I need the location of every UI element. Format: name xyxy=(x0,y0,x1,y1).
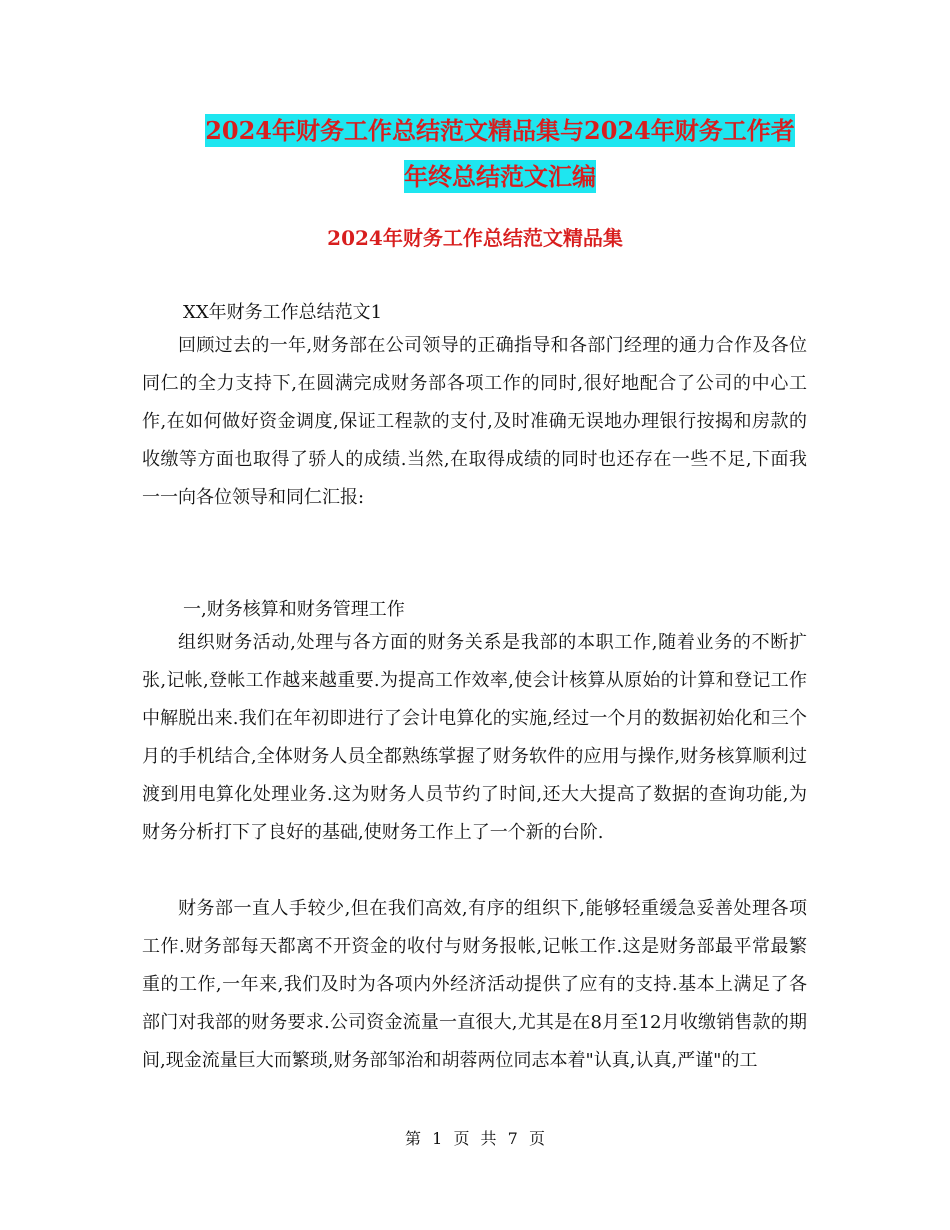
section-title: 2024年财务工作总结范文精品集 xyxy=(327,226,623,250)
paragraph-2: 组织财务活动,处理与各方面的财务关系是我部的本职工作,随着业务的不断扩张,记帐,登帐工作越来越重要.为提高工作效率,使会计核算从原始的计算和登记工作中解脱出来.我们在年初即进行了会计电算化的实施,经过一个月的数据初始化和三个月的手机结合,全体财务人员全都熟练掌握了财务软件的应用与操作,财务核算顺利过渡到用电算化处理业务.这为财务人员节约了时间,还大大提高了数据的查询功能,为财务分析打下了良好的基础,使财务工作上了一个新的台阶. xyxy=(142,632,807,843)
footer-total-number: 7 xyxy=(507,1129,518,1148)
title-line-1: 2024年财务工作总结范文精品集与2024年财务工作者 xyxy=(205,116,795,145)
paragraph-3: 财务部一直人手较少,但在我们高效,有序的组织下,能够轻重缓急妥善处理各项工作.财务部每天都离不开资金的收付与财务报帐,记帐工作.这是财务部最平常最繁重的工作,一年来,我们及时为各项内外经济活动提供了应有的支持.基本上满足了各部门对我部的财务要求.公司资金流量一直很大,尤其是在8月至12月收缴销售款的期间,现金流量巨大而繁琐,财务部邹治和胡蓉两位同志本着"认真,认真,严谨"的工 xyxy=(142,898,807,1071)
footer-total-unit: 页 xyxy=(528,1129,545,1148)
footer-page-number: 1 xyxy=(432,1129,443,1148)
article-title: XX年财务工作总结范文1 xyxy=(183,302,383,323)
document-title xyxy=(100,108,900,200)
title-line-2: 年终总结范文汇编 xyxy=(404,162,596,191)
footer-page-unit: 页 xyxy=(453,1129,470,1148)
footer-total-label: 共 xyxy=(480,1129,497,1148)
footer-page-label: 第 xyxy=(405,1129,422,1148)
heading-1: 一,财务核算和财务管理工作 xyxy=(183,599,405,620)
page-footer xyxy=(0,1126,950,1149)
paragraph-1: 回顾过去的一年,财务部在公司领导的正确指导和各部门经理的通力合作及各位同仁的全力支持下,在圆满完成财务部各项工作的同时,很好地配合了公司的中心工作,在如何做好资金调度,保证工程款的支付,及时准确无误地办理银行按揭和房款的收缴等方面也取得了骄人的成绩.当然,在取得成绩的同时也还存在一些不足,下面我一一向各位领导和同仁汇报: xyxy=(142,335,807,508)
